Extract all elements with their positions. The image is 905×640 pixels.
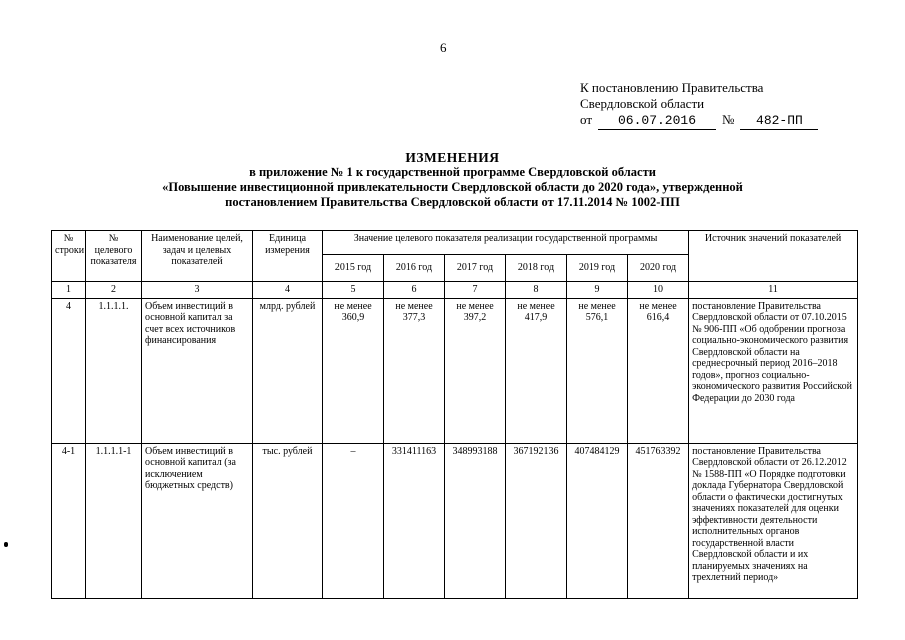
column-numbers-row bbox=[52, 282, 858, 299]
header-values-group: Значение целевого показателя реализации государственной программы bbox=[323, 231, 689, 255]
row-no-cell: 4 bbox=[52, 298, 86, 443]
header-row-1 bbox=[52, 231, 858, 255]
header-source: Источник значений показателей bbox=[689, 231, 858, 282]
header-target-no: № целевого показателя bbox=[86, 231, 142, 282]
indicator-name-cell: Объем инвестиций в основной капитал за счет всех источников финансирования bbox=[142, 298, 253, 443]
column-number: 8 bbox=[506, 282, 567, 299]
value-cell: 451763392 bbox=[628, 443, 689, 598]
header-year: 2018 год bbox=[506, 255, 567, 282]
page-number: 6 bbox=[440, 40, 447, 55]
unit-cell: млрд. рублей bbox=[253, 298, 323, 443]
title-main: ИЗМЕНЕНИЯ bbox=[405, 150, 500, 165]
target-no-cell: 1.1.1.1. bbox=[86, 298, 142, 443]
value-cell: не менее 377,3 bbox=[384, 298, 445, 443]
value-cell: не менее 616,4 bbox=[628, 298, 689, 443]
target-no-cell: 1.1.1.1-1 bbox=[86, 443, 142, 598]
column-number: 10 bbox=[628, 282, 689, 299]
column-number: 6 bbox=[384, 282, 445, 299]
reference-line-2: Свердловской области bbox=[580, 96, 705, 111]
column-number: 11 bbox=[689, 282, 858, 299]
reference-number: 482-ПП bbox=[740, 113, 818, 130]
value-cell: не менее 397,2 bbox=[445, 298, 506, 443]
header-year: 2020 год bbox=[628, 255, 689, 282]
document-title bbox=[0, 150, 905, 210]
column-number: 2 bbox=[86, 282, 142, 299]
indicator-name-cell: Объем инвестиций в основной капитал (за исключением бюджетных средств) bbox=[142, 443, 253, 598]
value-cell: не менее 576,1 bbox=[567, 298, 628, 443]
title-line-3: постановлением Правительства Свердловской области от 17.11.2014 № 1002-ПП bbox=[225, 195, 680, 209]
header-year: 2016 год bbox=[384, 255, 445, 282]
column-number: 9 bbox=[567, 282, 628, 299]
value-cell: 407484129 bbox=[567, 443, 628, 598]
title-line-2: «Повышение инвестиционной привлекательности Свердловской области до 2020 года», утвержденной bbox=[162, 180, 743, 194]
reference-line-1: К постановлению Правительства bbox=[580, 80, 764, 95]
header-year: 2017 год bbox=[445, 255, 506, 282]
indicators-table bbox=[51, 230, 858, 599]
unit-cell: тыс. рублей bbox=[253, 443, 323, 598]
column-number: 1 bbox=[52, 282, 86, 299]
reference-number-sign: № bbox=[722, 112, 735, 127]
header-row-no: № строки bbox=[52, 231, 86, 282]
header-year: 2019 год bbox=[567, 255, 628, 282]
value-cell: 331411163 bbox=[384, 443, 445, 598]
table-row bbox=[52, 298, 858, 443]
value-cell: 367192136 bbox=[506, 443, 567, 598]
source-cell: постановление Правительства Свердловской области от 26.12.2012 № 1588-ПП «О Порядке подготовки доклада Губернатора Свердловской области о фактически достигнутых значениях показателей для оценки эффективности деятельности исполнительных органов государственной власти Свердловской области и их планируемых значениях на трехлетний период» bbox=[689, 443, 858, 598]
header-name: Наименование целей, задач и целевых показателей bbox=[142, 231, 253, 282]
value-cell: не менее 417,9 bbox=[506, 298, 567, 443]
column-number: 7 bbox=[445, 282, 506, 299]
column-number: 4 bbox=[253, 282, 323, 299]
value-cell: не менее 360,9 bbox=[323, 298, 384, 443]
title-line-1: в приложение № 1 к государственной программе Свердловской области bbox=[249, 165, 656, 179]
value-cell: – bbox=[323, 443, 384, 598]
table-row bbox=[52, 443, 858, 598]
margin-mark bbox=[4, 542, 8, 547]
reference-date: 06.07.2016 bbox=[598, 113, 716, 130]
row-no-cell: 4-1 bbox=[52, 443, 86, 598]
source-cell: постановление Правительства Свердловской области от 07.10.2015 № 906-ПП «Об одобрении прогноза социально-экономического развития Свердловской области на среднесрочный период 2016–2018 годов», прогноз социально-экономического развития Российской Федерации до 2030 года bbox=[689, 298, 858, 443]
column-number: 3 bbox=[142, 282, 253, 299]
reference-date-line bbox=[580, 112, 818, 130]
reference-block bbox=[580, 80, 818, 130]
value-cell: 348993188 bbox=[445, 443, 506, 598]
reference-date-prefix: от bbox=[580, 112, 593, 127]
column-number: 5 bbox=[323, 282, 384, 299]
header-year: 2015 год bbox=[323, 255, 384, 282]
header-unit: Единица измерения bbox=[253, 231, 323, 282]
